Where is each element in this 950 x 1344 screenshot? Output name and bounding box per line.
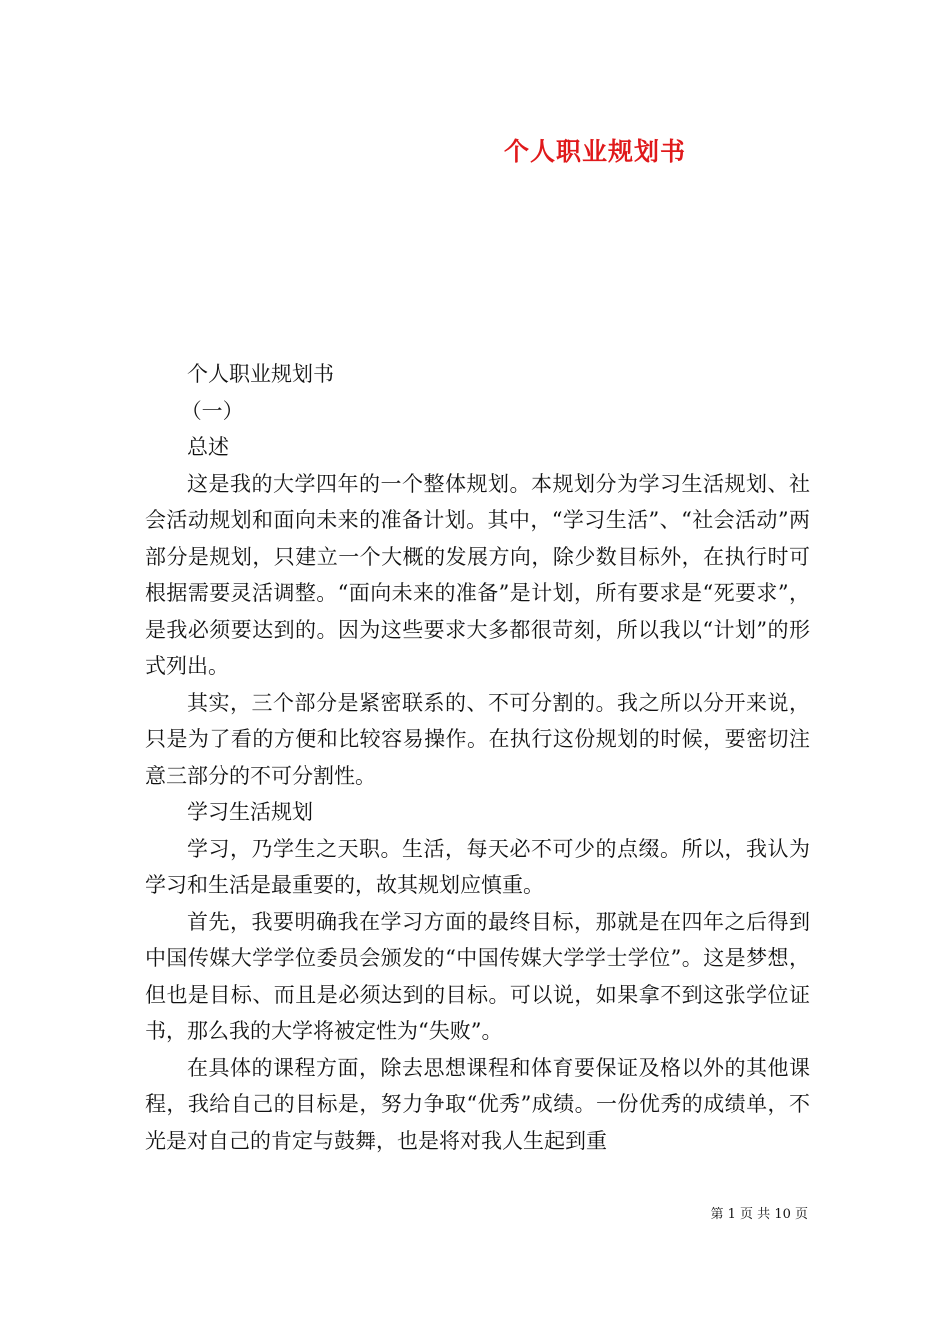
paragraph: 这是我的大学四年的一个整体规划。本规划分为学习生活规划、社会活动规划和面向未来的准备计划。其中，“学习生活”、“社会活动”两部分是规划，只建立一个大概的发展方向，除少数目标外，在执行时可根据需要灵活调整。“面向未来的准备”是计划，所有要求是“死要求”，是我必须要达到的。因为这些要求大多都很苛刻，所以我以“计划”的形式列出。 <box>145 471 810 678</box>
doc-heading: 个人职业规划书 <box>187 362 334 386</box>
page-title: 个人职业规划书 <box>503 137 686 166</box>
section-heading-study-life: 学习生活规划 <box>187 800 313 824</box>
document-body <box>145 356 810 1159</box>
paragraph: 在具体的课程方面，除去思想课程和体育要保证及格以外的其他课程，我给自己的目标是，努力争取“优秀”成绩。一份优秀的成绩单，不光是对自己的肯定与鼓舞，也是将对我人生起到重 <box>145 1055 810 1153</box>
page-number: 第 1 页 共 10 页 <box>710 1207 808 1222</box>
section-heading-overview: 总述 <box>187 435 229 459</box>
section-number: （一） <box>180 398 244 423</box>
paragraph: 学习，乃学生之天职。生活，每天必不可少的点缀。所以，我认为学习和生活是最重要的，故其规划应慎重。 <box>145 836 810 897</box>
paragraph: 首先，我要明确我在学习方面的最终目标，那就是在四年之后得到中国传媒大学学位委员会颁发的“中国传媒大学学士学位”。这是梦想，但也是目标、而且是必须达到的目标。可以说，如果拿不到这张学位证书，那么我的大学将被定性为“失败”。 <box>145 909 810 1043</box>
paragraph: 其实，三个部分是紧密联系的、不可分割的。我之所以分开来说，只是为了看的方便和比较容易操作。在执行这份规划的时候，要密切注意三部分的不可分割性。 <box>145 690 810 788</box>
